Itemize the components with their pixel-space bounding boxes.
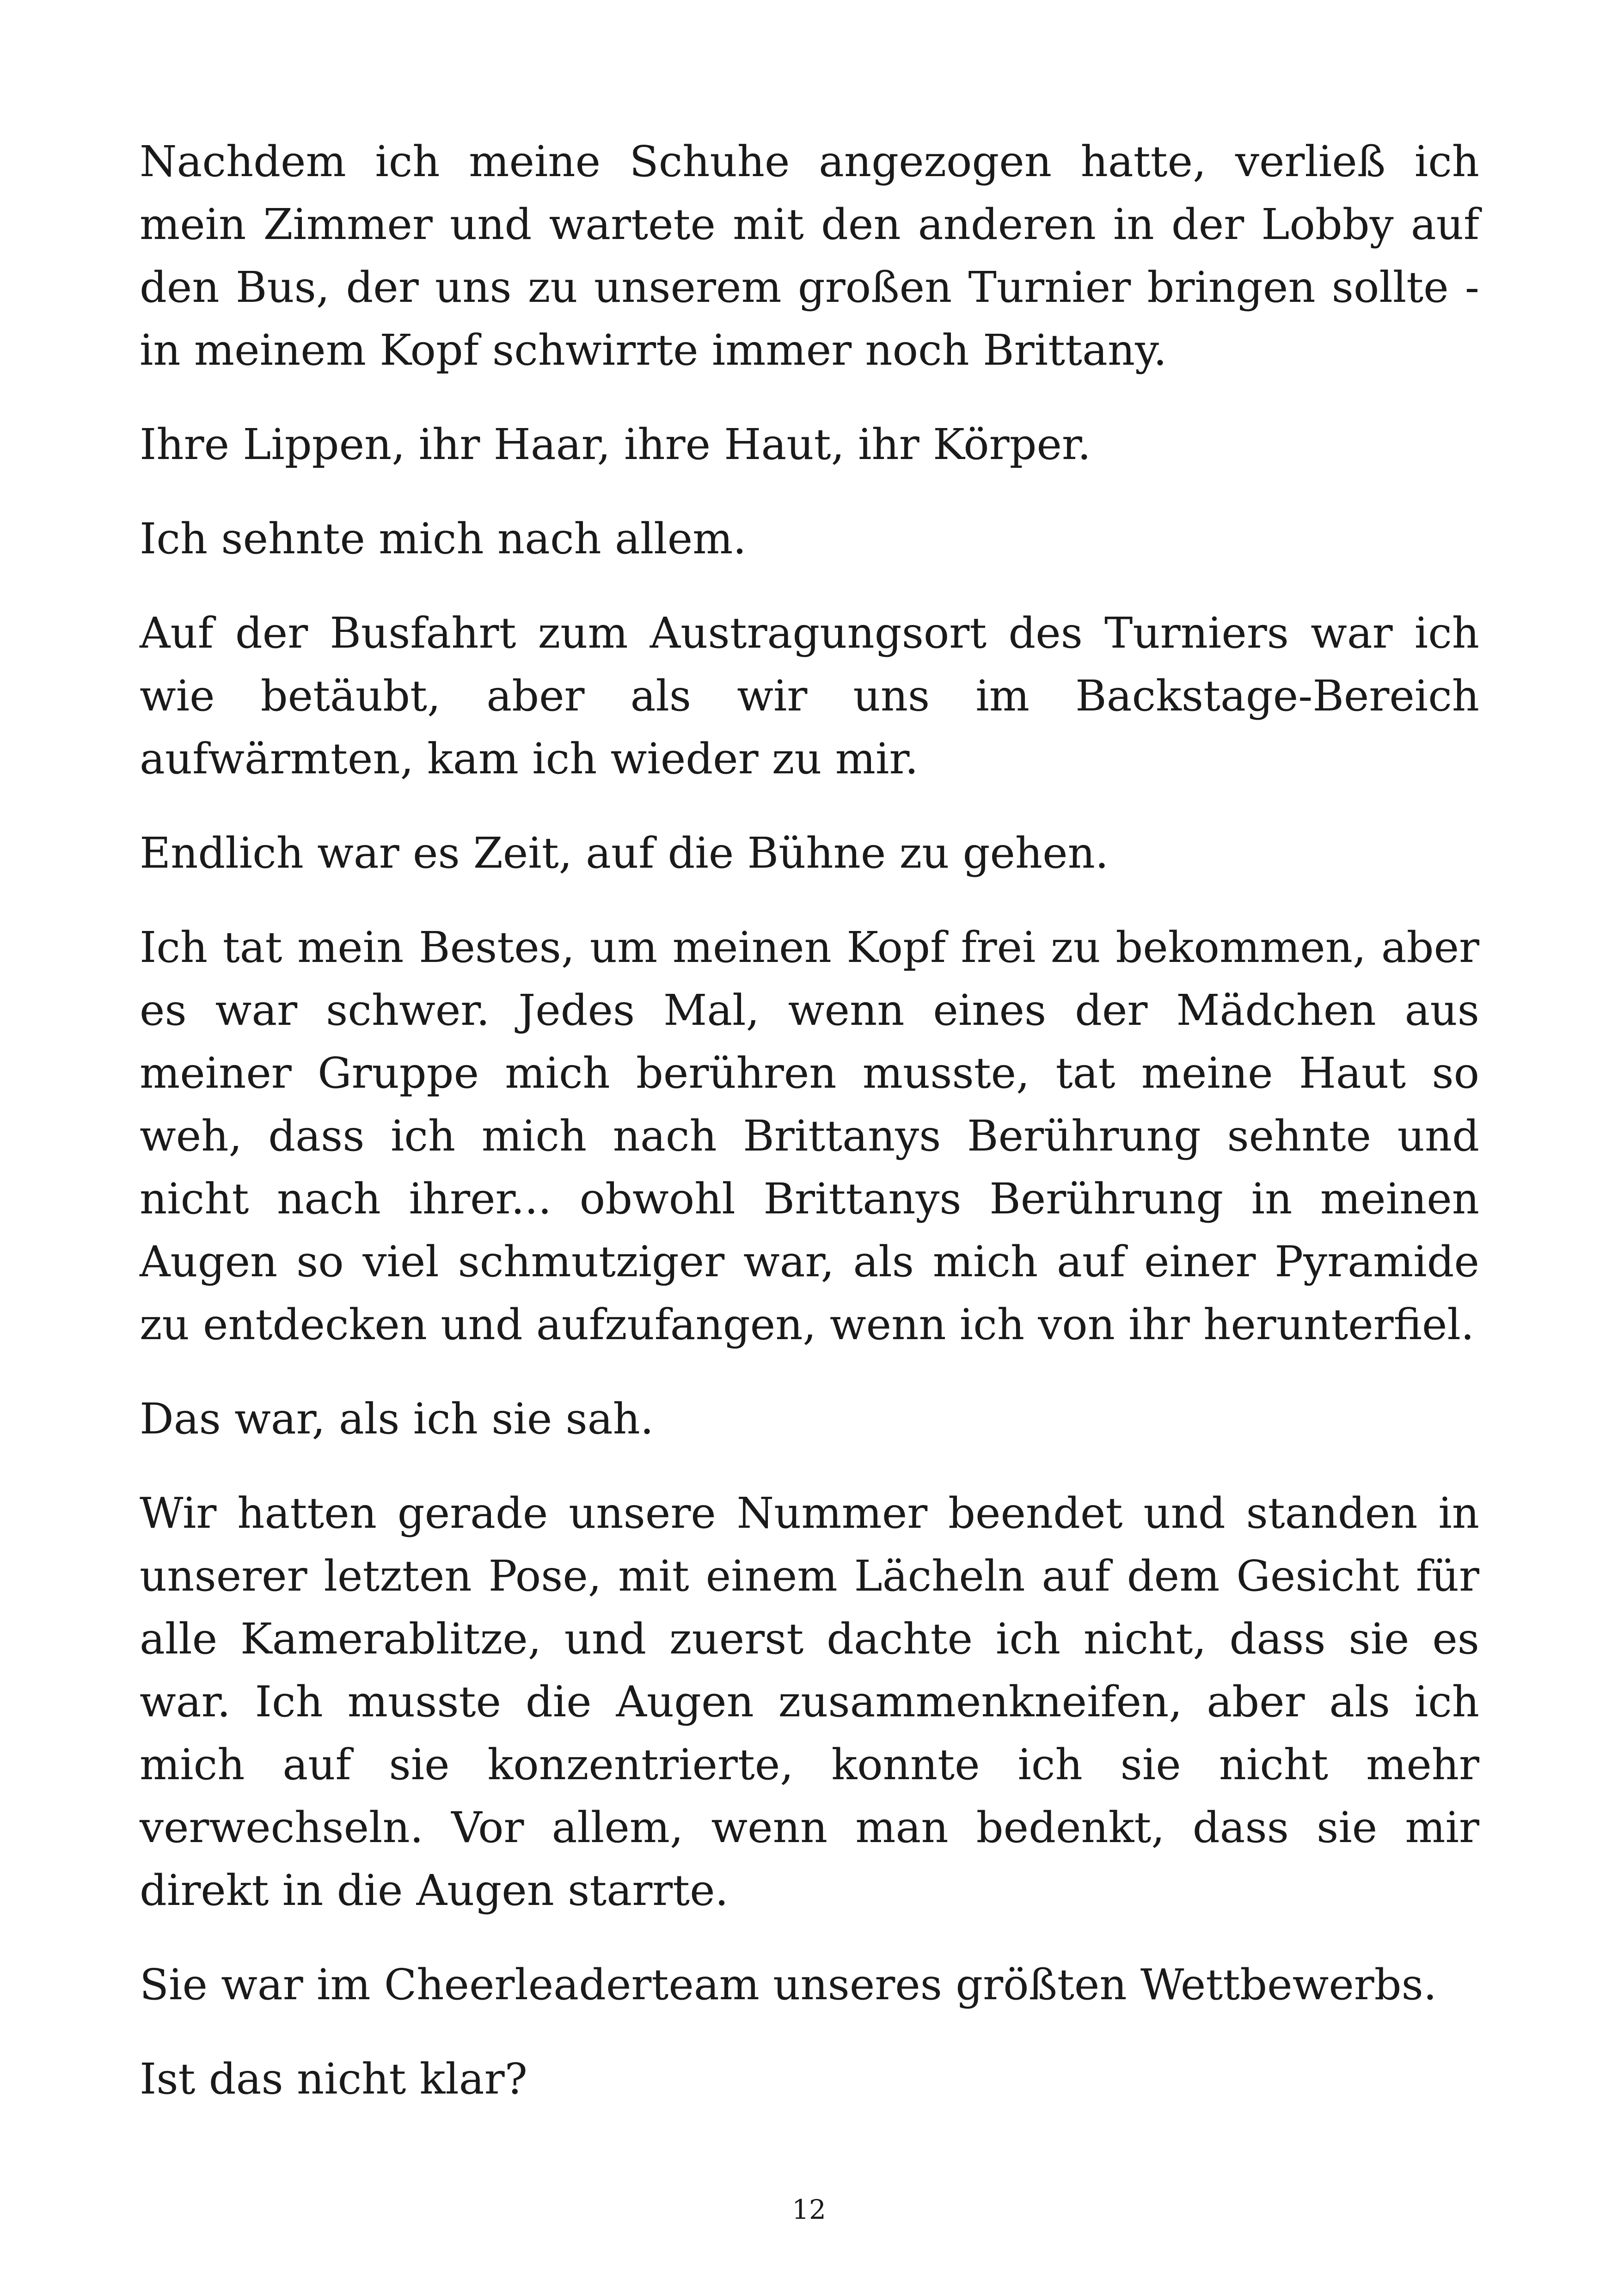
- paragraph: Sie war im Cheerleaderteam unseres größten Wettbewerbs.: [140, 1960, 1437, 2009]
- paragraph: Das war, als ich sie sah.: [140, 1394, 654, 1444]
- body-text: [140, 130, 1479, 2111]
- paragraph: Ich tat mein Bestes, um meinen Kopf frei zu bekommen, aber es war schwer. Jedes Mal, wenn eines der Mädchen aus meiner Gruppe mich berühren musste, tat meine Haut so weh, dass ich mich nach Brittanys Berührung sehnte und nicht nach ihrer... obwohl Brittanys Berührung in meinen Augen so viel schmutziger war, als mich auf einer Pyramide zu entdecken und aufzufangen, wenn ich von ihr herunterfiel.: [140, 923, 1479, 1349]
- paragraph: Ich sehnte mich nach allem.: [140, 514, 747, 563]
- paragraph: Ist das nicht klar?: [140, 2054, 527, 2104]
- page-number: 12: [792, 2194, 826, 2225]
- paragraph: Ihre Lippen, ihr Haar, ihre Haut, ihr Körper.: [140, 420, 1091, 469]
- paragraph: Auf der Busfahrt zum Austragungsort des Turniers war ich wie betäubt, aber als wir uns im Backstage-Bereich aufwärmten, kam ich wieder zu mir.: [140, 608, 1479, 784]
- paragraph: Wir hatten gerade unsere Nummer beendet und standen in unserer letzten Pose, mit einem Lächeln auf dem Gesicht für alle Kamerablitze, und zuerst dachte ich nicht, dass sie es war. Ich musste die Augen zusammenkneifen, aber als ich mich auf sie konzentrierte, konnte ich sie nicht mehr verwechseln. Vor allem, wenn man bedenkt, dass sie mir direkt in die Augen starrte.: [140, 1488, 1479, 1915]
- paragraph: Nachdem ich meine Schuhe angezogen hatte, verließ ich mein Zimmer und wartete mit den anderen in der Lobby auf den Bus, der uns zu unserem großen Turnier bringen sollte - in meinem Kopf schwirrte immer noch Brittany.: [140, 137, 1479, 375]
- paragraph: Endlich war es Zeit, auf die Bühne zu gehen.: [140, 828, 1109, 878]
